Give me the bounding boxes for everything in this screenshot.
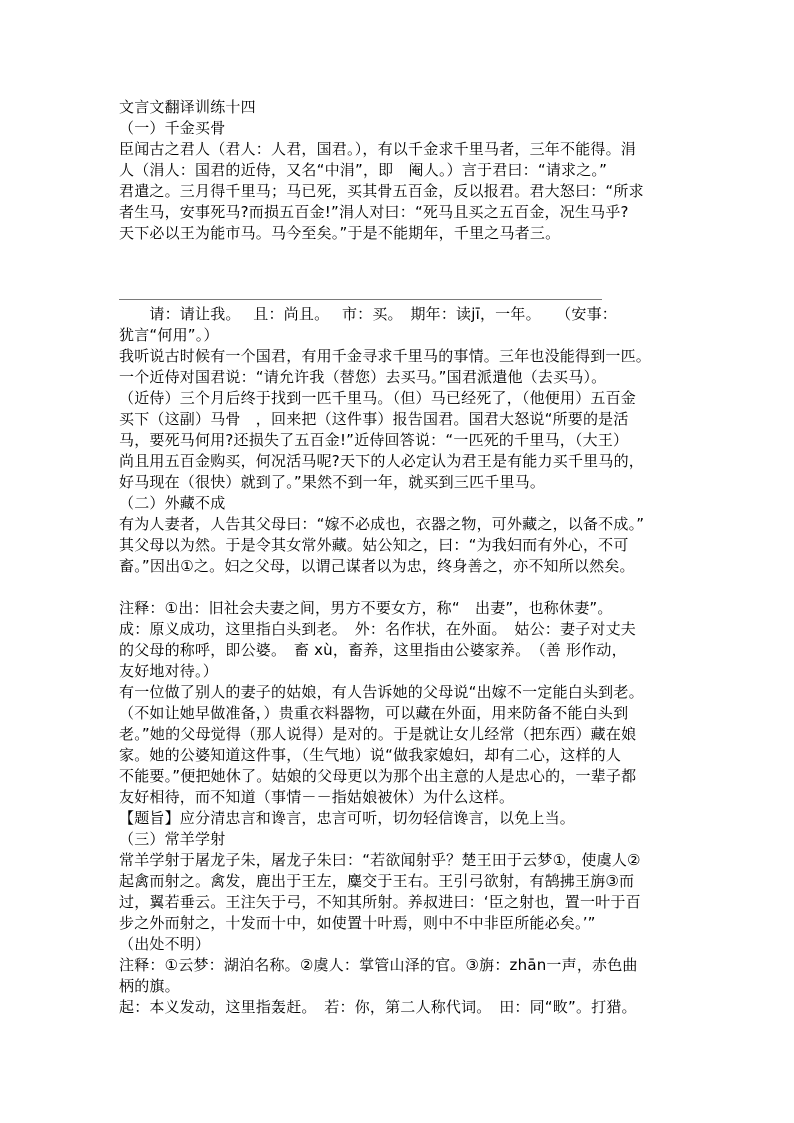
translation-line: 我听说古时候有一个国君，有用千金寻求千里马的事情。三年也没能得到一匹。: [119, 347, 652, 365]
note-line: 柄的旗。: [119, 977, 180, 995]
translation-line: 友好相待，而不知道（事情－－指姑娘被休）为什么这样。: [119, 788, 515, 806]
translation-line: 尚且用五百金购买，何况活马呢?天下的人必定认为君王是有能力买千里马的，: [119, 452, 644, 470]
passage-line: 常羊学射于屠龙子朱，屠龙子朱曰：“若欲闻射乎？楚王田于云梦①，使虞人②: [119, 851, 641, 869]
section-heading: （一）千金买骨: [119, 119, 226, 137]
translation-line: 好马现在（很快）就到了。”果然不到一年，就买到三匹千里马。: [119, 473, 546, 491]
note-line: 成：原义成功，这里指白头到老。 外：名作状，在外面。 姑公：妻子对丈夫: [119, 620, 637, 638]
passage-line: 君遣之。三月得千里马；马已死，买其骨五百金，反以报君。君大怒曰：“所求: [119, 182, 644, 200]
document-title: 文言文翻译训练十四: [119, 98, 256, 116]
note-line: 友好地对待。）: [119, 662, 218, 680]
note-line: 注释：①出：旧社会夫妻之间，男方不要女方，称“ 出妻”，也称休妻”。: [119, 599, 613, 617]
horizontal-divider: [119, 299, 602, 300]
source-line: （出处不明）: [119, 935, 211, 953]
translation-line: 老。”她的父母觉得（那人说得）是对的。于是就让女儿经常（把东西）藏在娘: [119, 725, 637, 743]
section1-passage-block: [119, 97, 679, 244]
note-line: 起：本义发动，这里指轰赶。 若：你，第二人称代词。 田：同“畋”。打猎。: [119, 998, 637, 1016]
translation-line: 有一位做了别人的妻子的姑娘，有人告诉她的父母说“出嫁不一定能白头到老。: [119, 683, 644, 701]
section-heading: （三）常羊学射: [119, 830, 226, 848]
note-line: 注释：①云梦：湖泊名称。②虞人：掌管山泽的官。③旃：zhān一声，赤色曲: [119, 956, 638, 974]
translation-line: 一个近侍对国君说：“请允许我（替您）去买马。”国君派遣他（去买马）。: [119, 368, 607, 386]
passage-line: 起禽而射之。禽发，鹿出于王左，麋交于王右。王引弓欲射，有鹄拂王旃③而: [119, 872, 635, 890]
translation-line: 买下（这副）马骨 ，回来把（这件事）报告国君。国君大怒说“所要的是活: [119, 410, 629, 428]
passage-line: 过，翼若垂云。王注矢于弓，不知其所射。养叔进曰：‘臣之射也，置一叶于百: [119, 893, 641, 911]
note-line: 请：请让我。 且：尚且。 市：买。 期年：读jī，一年。 （安事：: [119, 305, 617, 323]
note-line: 的父母的称呼，即公婆。 畜 xù，畜养，这里指由公婆家养。 （善 形作动，: [119, 641, 627, 659]
main-text-block: [119, 304, 679, 1018]
passage-line: 畜。”因出①之。妇之父母，以谓己谋者以为忠，终身善之，亦不知所以然矣。: [119, 557, 635, 575]
translation-line: （不如让她早做准备，）贵重衣料器物，可以藏在外面，用来防备不能白头到: [119, 704, 629, 722]
passage-line: 步之外而射之，十发而十中，如使置十叶焉，则中不中非臣所能必矣。’”: [119, 914, 596, 932]
passage-line: 其父母以为然。于是令其女常外藏。姑公知之，曰：“为我妇而有外心，不可: [119, 536, 629, 554]
translation-line: 家。她的公婆知道这件事，（生气地）说“做我家媳妇，却有二心，这样的人: [119, 746, 622, 764]
translation-line: 马，要死马何用?还损失了五百金!”近侍回答说：“一匹死的千里马，（大王）: [119, 431, 629, 449]
translation-line: （近侍）三个月后终于找到一匹千里马。（但）马已经死了，（他便用）五百金: [119, 389, 637, 407]
section-heading: （二）外藏不成: [119, 494, 226, 512]
theme-line: 【题旨】应分清忠言和谗言，忠言可听，切勿轻信谗言，以免上当。: [119, 809, 576, 827]
passage-line: 人（涓人：国君的近侍，又名“中涓”，即 阉人。）言于君曰：“请求之。”: [119, 161, 608, 179]
passage-line: 臣闻古之君人（君人：人君，国君。），有以千金求千里马者，三年不能得。涓: [119, 140, 637, 158]
blank-line: [119, 577, 679, 598]
passage-line: 有为人妻者，人告其父母曰：“嫁不必成也，衣器之物，可外藏之，以备不成。”: [119, 515, 645, 533]
passage-line: 天下必以王为能市马。马今至矣。”于是不能期年，千里之马者三。: [119, 224, 561, 242]
translation-line: 不能要。”便把她休了。姑娘的父母更以为那个出主意的人是忠心的，一辈子都: [119, 767, 637, 785]
passage-line: 者生马，安事死马?而损五百金!”涓人对曰：“死马且买之五百金，况生马乎?: [119, 203, 629, 221]
note-line: 犹言“何用”。）: [119, 326, 219, 344]
